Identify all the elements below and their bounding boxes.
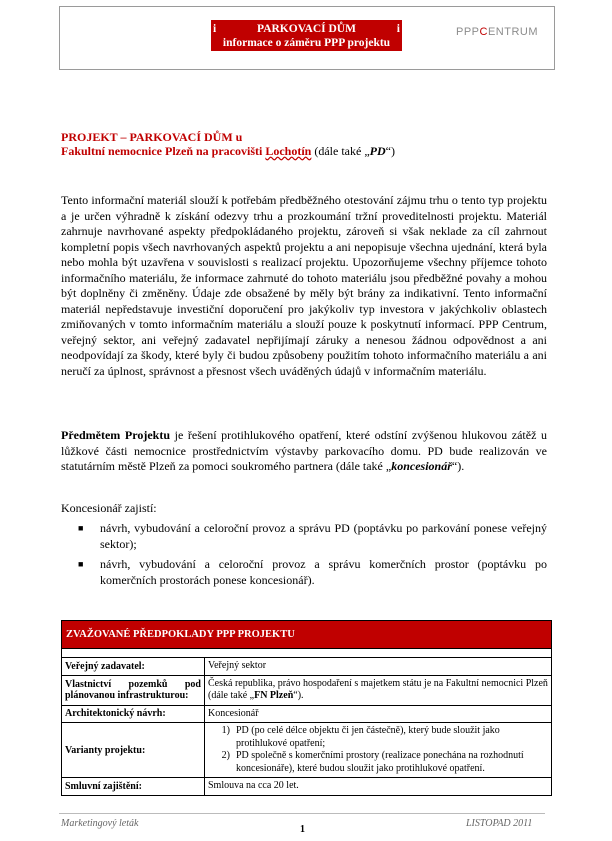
disclaimer-paragraph: Tento informační materiál slouží k potřebám předběžného otestování zájmu trhu o tento typ projektu a je určen výhradně k získání odezvy trhu a prozkoumání tržní proveditelnosti projektu. Materiál zahrnuje navrhované aspekty předpokládaného projektu, zároveň si však neklade za cíl zahrnout kompletní popis všech navrhovaných aspektů projektu a ani nepopisuje všechna ujednání, která byla nebo mohla být uzavřena v souvislosti s realizací projektu. Upozorňujeme všechny příjemce tohoto informačního materiálu, že informace zahrnuté do tohoto materiálu jsou předběžné povahy a mohou být doplněny či změněny. Údaje zde obsažené by měly být brány za indikativní. Tento informační materiál nepředstavuje investiční doporučení pro jakýkoliv typ investora v jakýchkoliv oblastech zmiňovaných v tomto informačním materiálu a slouží pouze k poskytnutí informací. PPP Centrum, veřejný sektor, ani veřejný zadavatel nepřijímají záruky a nenesou žádnou odpovědnost a ani neodpovídají za škody, které byly či budou způsobeny použitím tohoto informačního materiálu a ani neručí za úplnost, správnost a přesnost všech uváděných údajů v informačním materiálu. (61, 193, 547, 378)
project-title: PROJEKT – PARKOVACÍ DŮM u (61, 130, 243, 144)
list-item: 2) PD společně s komerčními prostory (realizace ponechána na rozhodnutí koncesionáře), které budou sloužit jako protihlukové opatření. (221, 750, 524, 774)
page-number: 1 (300, 824, 305, 835)
ppp-centrum-logo: PPPCENTRUM (456, 26, 539, 38)
concessionaire-heading: Koncesionář zajistí: (61, 501, 157, 515)
project-subject-paragraph: Předmětem Projektu je řešení protihlukového opatření, které odstíní zvýšenou hlukovou zátěž u lůžkové části nemocnice prostřednictvím výstavby parkovacího domu. PD bude realizován ve statutárním městě Plzeň za pomoci soukromého partnera (dále také „koncesionář“). (61, 428, 547, 473)
footer-divider (59, 813, 545, 814)
list-item: 1) PD (po celé délce objektu či jen částečně), který bude sloužit jako protihlukové opatření; (221, 725, 500, 749)
table-spacer-row (62, 648, 551, 657)
list-item: ■ návrh, vybudování a celoroční provoz a správu komerčních prostor (poptávku po komerčních prostorách ponese koncesionář). (78, 557, 547, 587)
table-title: ZVAŽOVANÉ PŘEDPOKLADY PPP PROJEKTU (62, 621, 551, 648)
list-item: ■ návrh, vybudování a celoroční provoz a správu PD (poptávku po parkování ponese veřejný sektor); (78, 521, 547, 551)
header-title: PARKOVACÍ DŮM (257, 23, 356, 35)
header-mark-right: i (396, 23, 400, 35)
table-row: Architektonický návrh: Koncesionář (62, 705, 551, 723)
table-row: Varianty projektu: 1) PD (po celé délce objektu či jen částečně), který bude sloužit jako protihlukové opatření; 2) PD společně s komerčními prostory (realizace ponechána na rozhodnutí koncesionáře), které budou sloužit jako protihlukové opatření. (62, 722, 551, 777)
header-title-banner (211, 20, 402, 51)
bullet-icon: ■ (78, 559, 84, 569)
table-row: Vlastnictví pozemků pod plánovanou infrastrukturou: Česká republika, právo hospodaření s majetkem státu je na Fakultní nemocnici Plzeň (dále také „FN Plzeň“). (62, 675, 551, 705)
header-subtitle: informace o záměru PPP projektu (222, 37, 391, 49)
project-assumptions-table (61, 620, 552, 796)
bullet-icon: ■ (78, 523, 84, 533)
footer-date: LISTOPAD 2011 (466, 818, 533, 829)
project-subtitle: Fakultní nemocnice Plzeň na pracovišti Lochotín (dále také „PD“) (61, 144, 395, 158)
header-mark-left: i (213, 23, 217, 35)
table-row: Smluvní zajištění: Smlouva na cca 20 let. (62, 777, 551, 795)
footer-left-text: Marketingový leták (61, 818, 139, 829)
table-row: Veřejný zadavatel: Veřejný sektor (62, 657, 551, 675)
